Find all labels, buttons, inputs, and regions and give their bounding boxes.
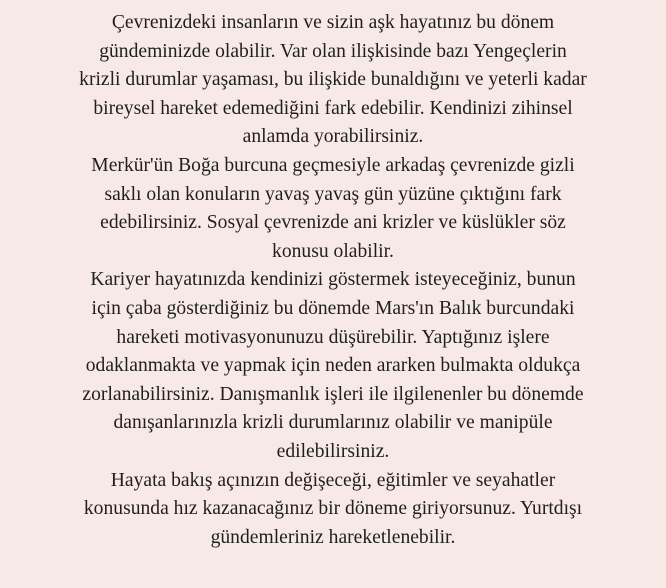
paragraph-outlook-travel: Hayata bakış açınızın değişeceği, eğitimler ve seyahatler konusunda hız kazanacağınız bir döneme giriyorsunuz. Yurtdışı gündemleriniz hareketlenebilir. xyxy=(83,469,583,548)
paragraph-love-life: Çevrenizdeki insanların ve sizin aşk hayatınız bu dönem gündeminizde olabilir. Var olan ilişkisinde bazı Yengeçlerin krizli durumlar yaşaması, bu ilişkide bunaldığını ve yeterli kadar bireysel hareket edemediğini fark edebilir. Kendinizi zihinsel anlamda yorabilirsiniz. xyxy=(79,12,587,148)
paragraph-career: Kariyer hayatınızda kendinizi göstermek isteyeceğiniz, bunun için çaba gösterdiğiniz bu dönemde Mars'ın Balık burcundaki hareketi motivasyonunuzu düşürebilir. Yaptığınız işlere odaklanmakta ve yapmak için neden ararken bulmakta oldukça zorlanabilirsiniz. Danışmanlık işleri ile ilgilenenler bu dönemde danışanlarınızla krizli durumlarınız olabilir ve manipüle edilebilirsiniz. xyxy=(82,269,584,462)
paragraph-mercury-taurus: Merkür'ün Boğa burcuna geçmesiyle arkadaş çevrenizde gizli saklı olan konuların yavaş yavaş gün yüzüne çıktığını fark edebilirsiniz. Sosyal çevrenizde ani krizler ve küslükler söz konusu olabilir. xyxy=(91,154,575,262)
